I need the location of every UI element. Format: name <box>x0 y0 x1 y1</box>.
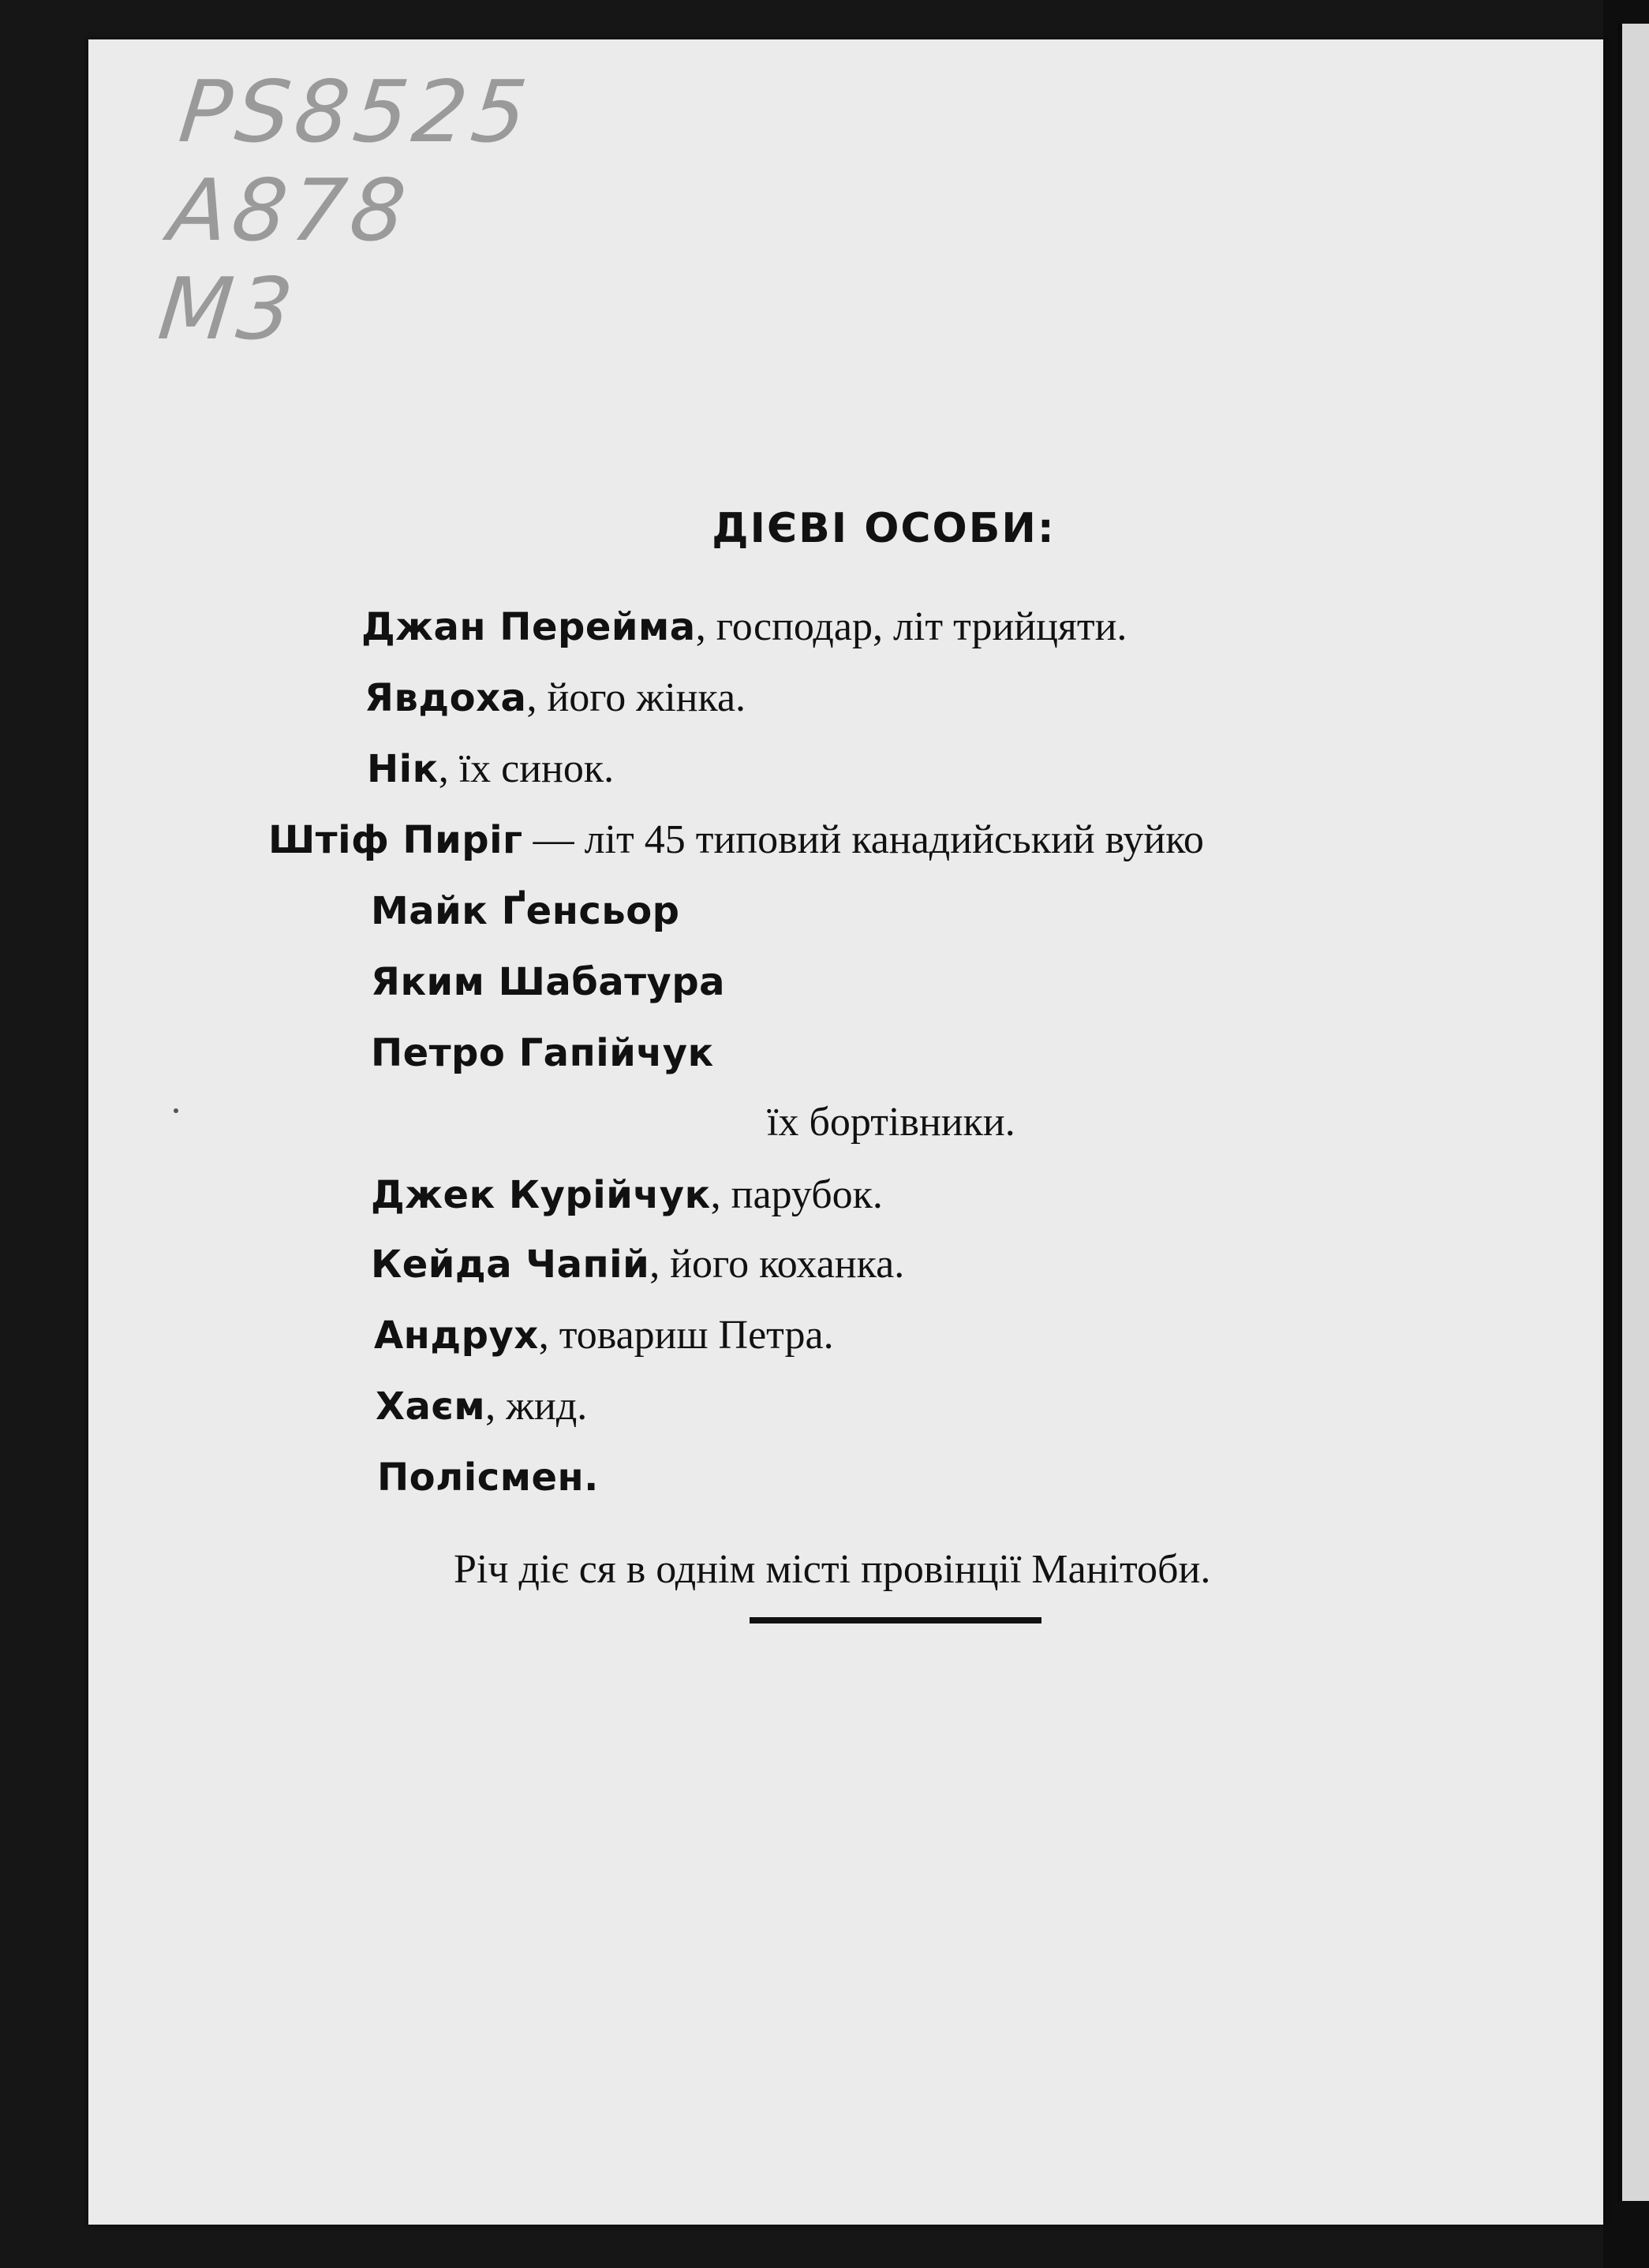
cast-name: Петро Гапійчук <box>371 1031 714 1075</box>
call-number-line-2: A878 <box>164 162 415 260</box>
setting-text: Річ діє ся в однім місті провінції Манітоби. <box>454 1547 1211 1592</box>
cast-name: Андрух <box>374 1313 539 1358</box>
cast-name: Нік <box>367 747 439 791</box>
paper-speck <box>174 1108 178 1113</box>
cast-entry <box>361 603 1127 650</box>
cast-entry <box>367 745 614 792</box>
cast-name: Кейда Чапій <box>371 1242 650 1287</box>
cast-entry <box>371 1241 904 1287</box>
cast-entry <box>371 1171 883 1218</box>
cast-description: , його коханка. <box>649 1242 905 1287</box>
cast-description: , товариш Петра. <box>538 1313 834 1358</box>
cast-description: , господар, літ трийцяти. <box>695 604 1127 649</box>
cast-description: , жид. <box>485 1384 588 1429</box>
cast-heading: ДІЄВІ ОСОБИ: <box>712 505 1056 552</box>
cast-entry <box>268 816 1204 863</box>
cast-name: Яким Шабатура <box>371 960 726 1004</box>
cast-name: Джан Перейма <box>361 605 696 649</box>
cast-description: , його жінка. <box>526 675 746 720</box>
cast-description: — літ 45 типовий канадийський вуйко <box>522 817 1204 862</box>
closing-rule <box>750 1617 1041 1623</box>
handwritten-call-number <box>154 63 536 359</box>
cast-name: Джек Курійчук <box>371 1173 711 1217</box>
cast-name: Хаєм <box>376 1384 486 1429</box>
cast-description: , парубок. <box>710 1172 883 1217</box>
cast-entry <box>377 1454 599 1500</box>
cast-description: , їх синок. <box>438 746 615 791</box>
cast-name: Майк Ґенсьор <box>371 889 680 933</box>
cast-name: Полісмен. <box>377 1455 599 1500</box>
cast-entry <box>374 1312 834 1358</box>
cast-entry <box>371 958 725 1005</box>
cast-group-note <box>767 1099 1015 1145</box>
cast-entry <box>371 1029 714 1076</box>
cast-name: Явдоха <box>365 676 527 720</box>
cast-entry <box>371 887 680 934</box>
call-number-line-3: M3 <box>154 260 302 359</box>
cast-name: Штіф Пиріг <box>268 818 523 862</box>
adjacent-page-strip <box>1617 24 1649 2201</box>
cast-entry <box>376 1383 587 1429</box>
setting-note <box>454 1546 1210 1593</box>
call-number-line-1: PS8525 <box>174 63 537 162</box>
cast-description: їх бортівники. <box>767 1100 1015 1145</box>
cast-entry <box>365 674 746 721</box>
